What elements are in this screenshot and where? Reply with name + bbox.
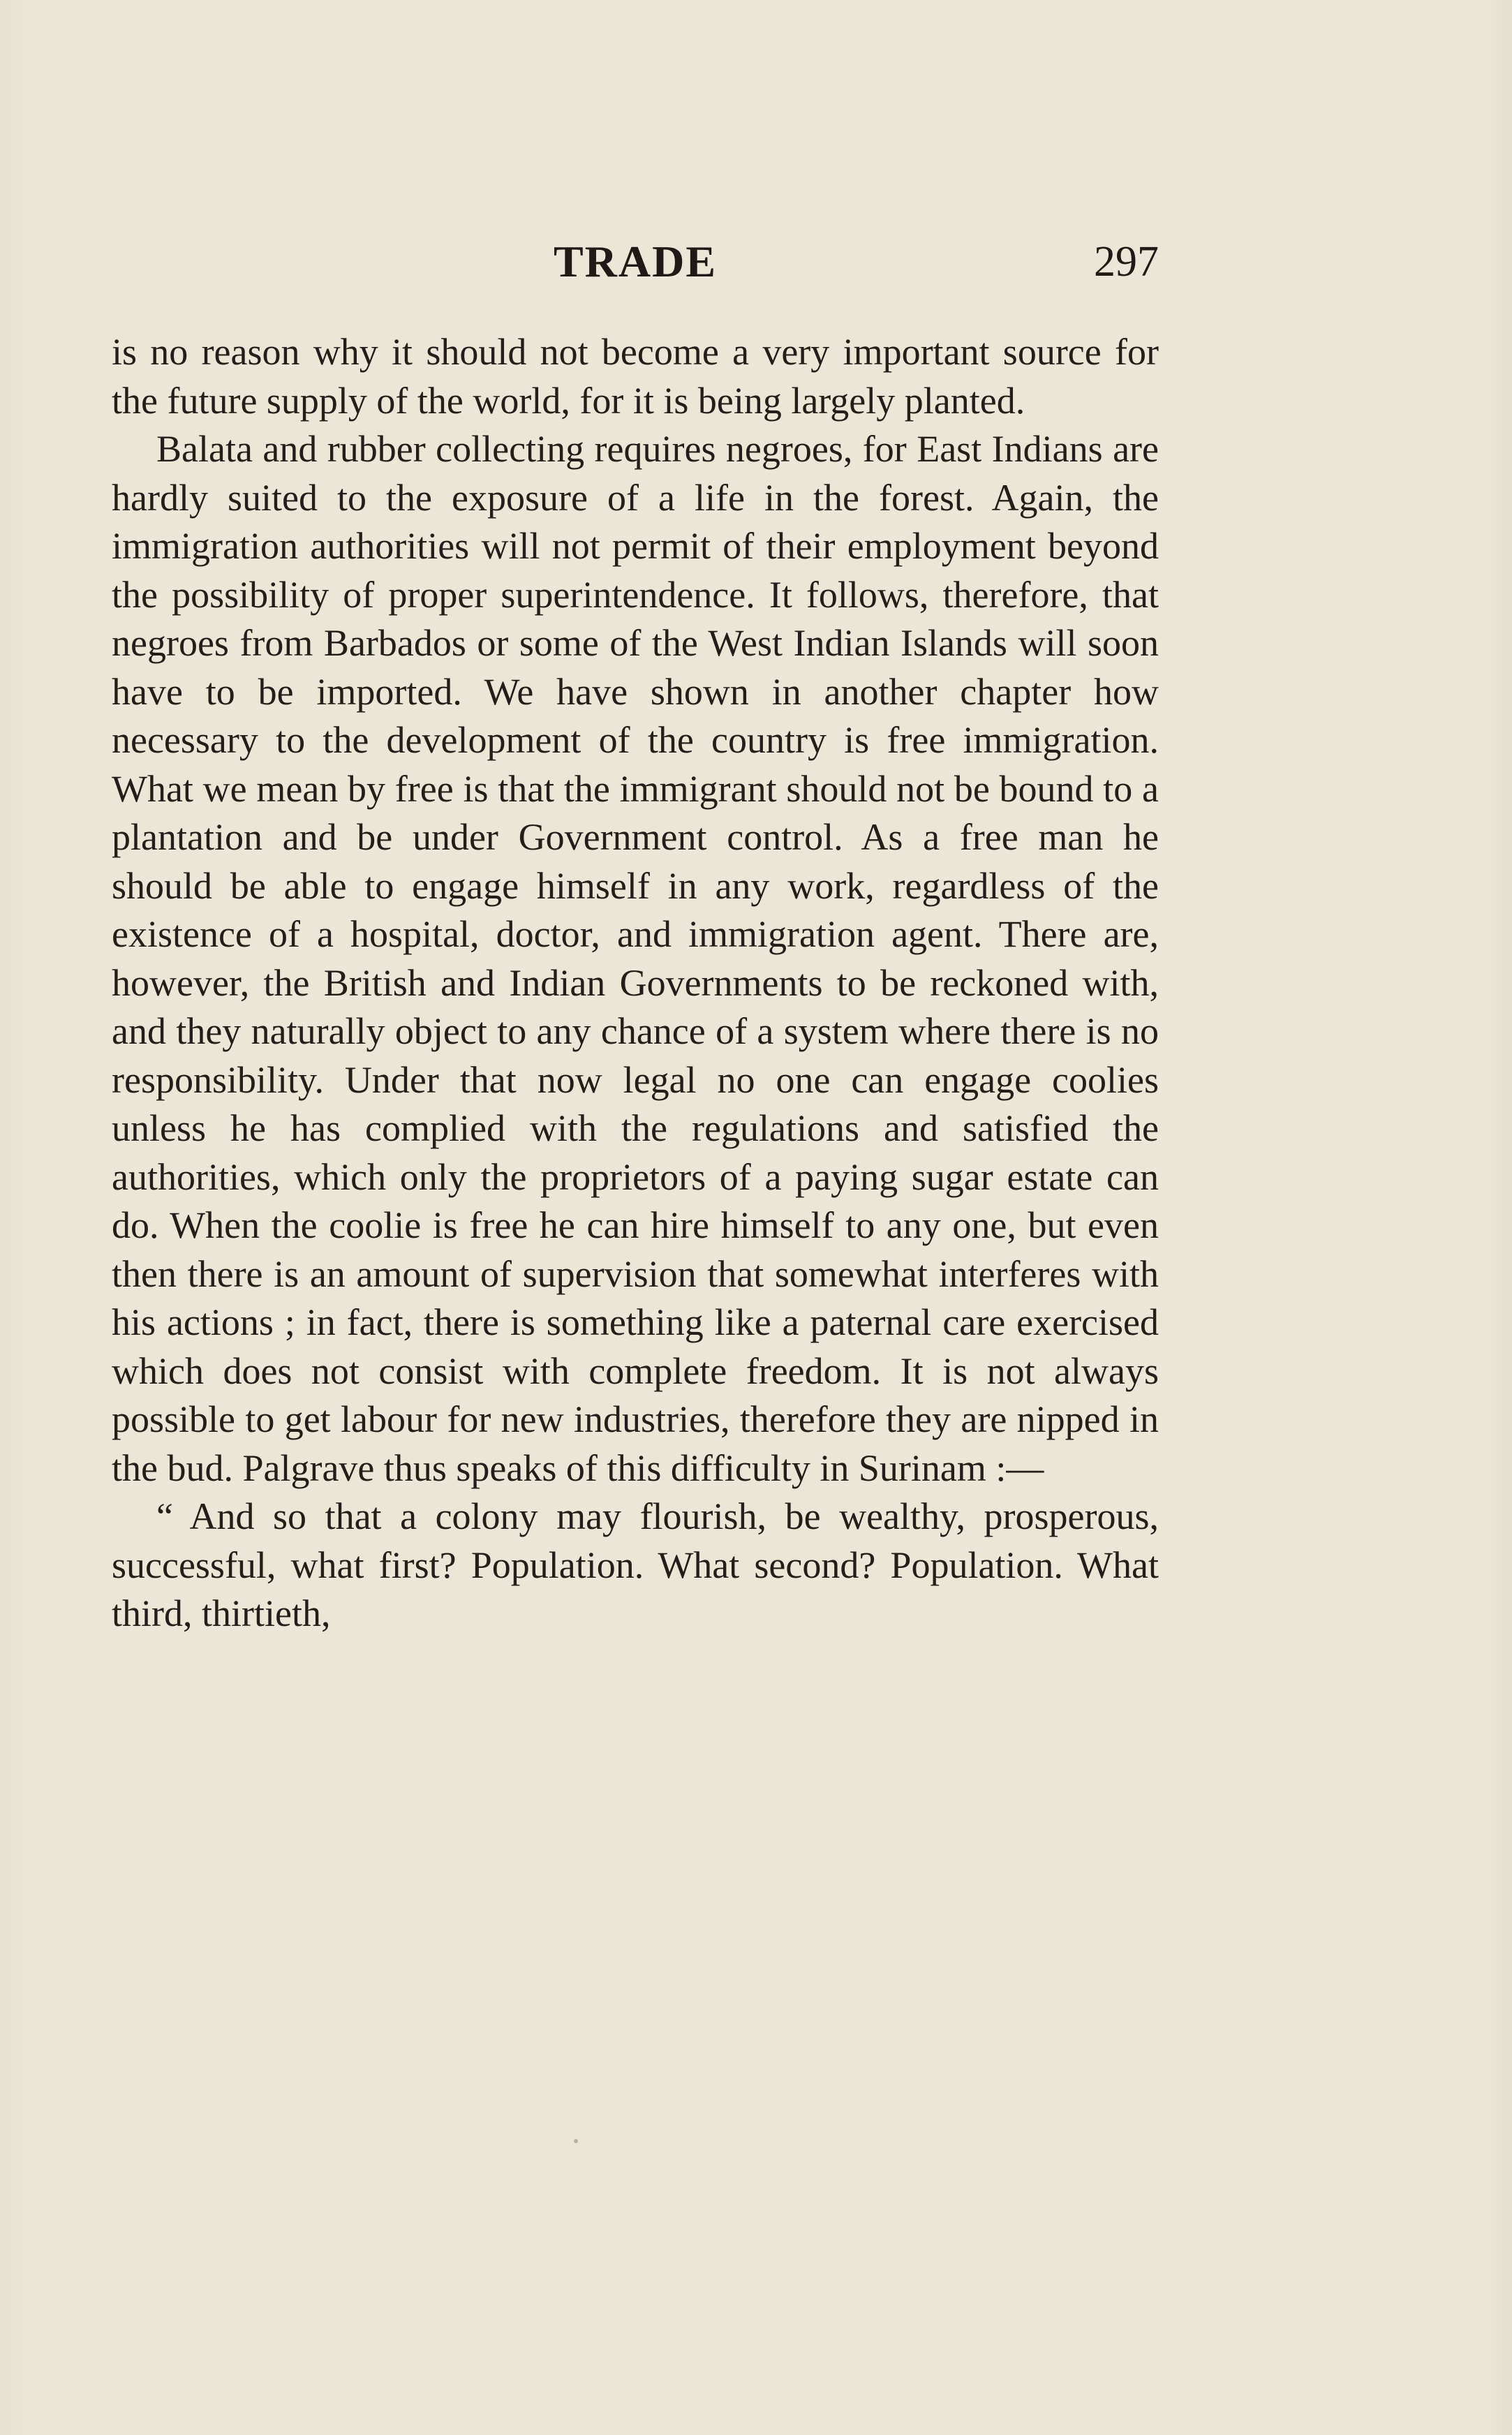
running-head	[112, 230, 1159, 293]
paragraph-continued: is no reason why it should not become a very important source for the future supply of the world, for it is being largely planted.	[112, 331, 1159, 422]
paragraph-balata: Balata and rubber collecting requires negroes, for East Indians are hardly suited to the exposure of a life in the forest. Again, the immigration authorities will not permit of their employment beyond the possibility of proper superintendence. It follows, therefore, that negroes from Barbados or some of the West Indian Islands will soon have to be imported. We have shown in another chapter how necessary to the development of the country is free immigration. What we mean by free is that the immigrant should not be bound to a plantation and be under Government control. As a free man he should be able to engage himself in any work, regardless of the existence of a hospital, doctor, and immigration agent. There are, however, the British and Indian Governments to be reckoned with, and they naturally object to any chance of a system where there is no responsibility. Under that now legal no one can engage coolies unless he has complied with the regulations and satisfied the authorities, which only the proprietors of a paying sugar estate can do. When the coolie is free he can hire himself to any one, but even then there is an amount of supervision that somewhat interferes with his actions ; in fact, there is something like a paternal care exercised which does not consist with complete freedom. It is not always possible to get labour for new industries, therefore they are nipped in the bud. Palgrave thus speaks of this difficulty in Surinam :—	[112, 428, 1159, 1489]
paper-speck	[574, 2139, 578, 2143]
body-text	[112, 328, 1159, 1638]
running-title: TRADE	[553, 237, 718, 286]
page-number: 297	[1094, 238, 1159, 286]
paragraph-quotation: “ And so that a colony may flourish, be wealthy, prosperous, successful, what first? Population. What second? Population. What third, thirtieth,	[112, 1495, 1159, 1634]
